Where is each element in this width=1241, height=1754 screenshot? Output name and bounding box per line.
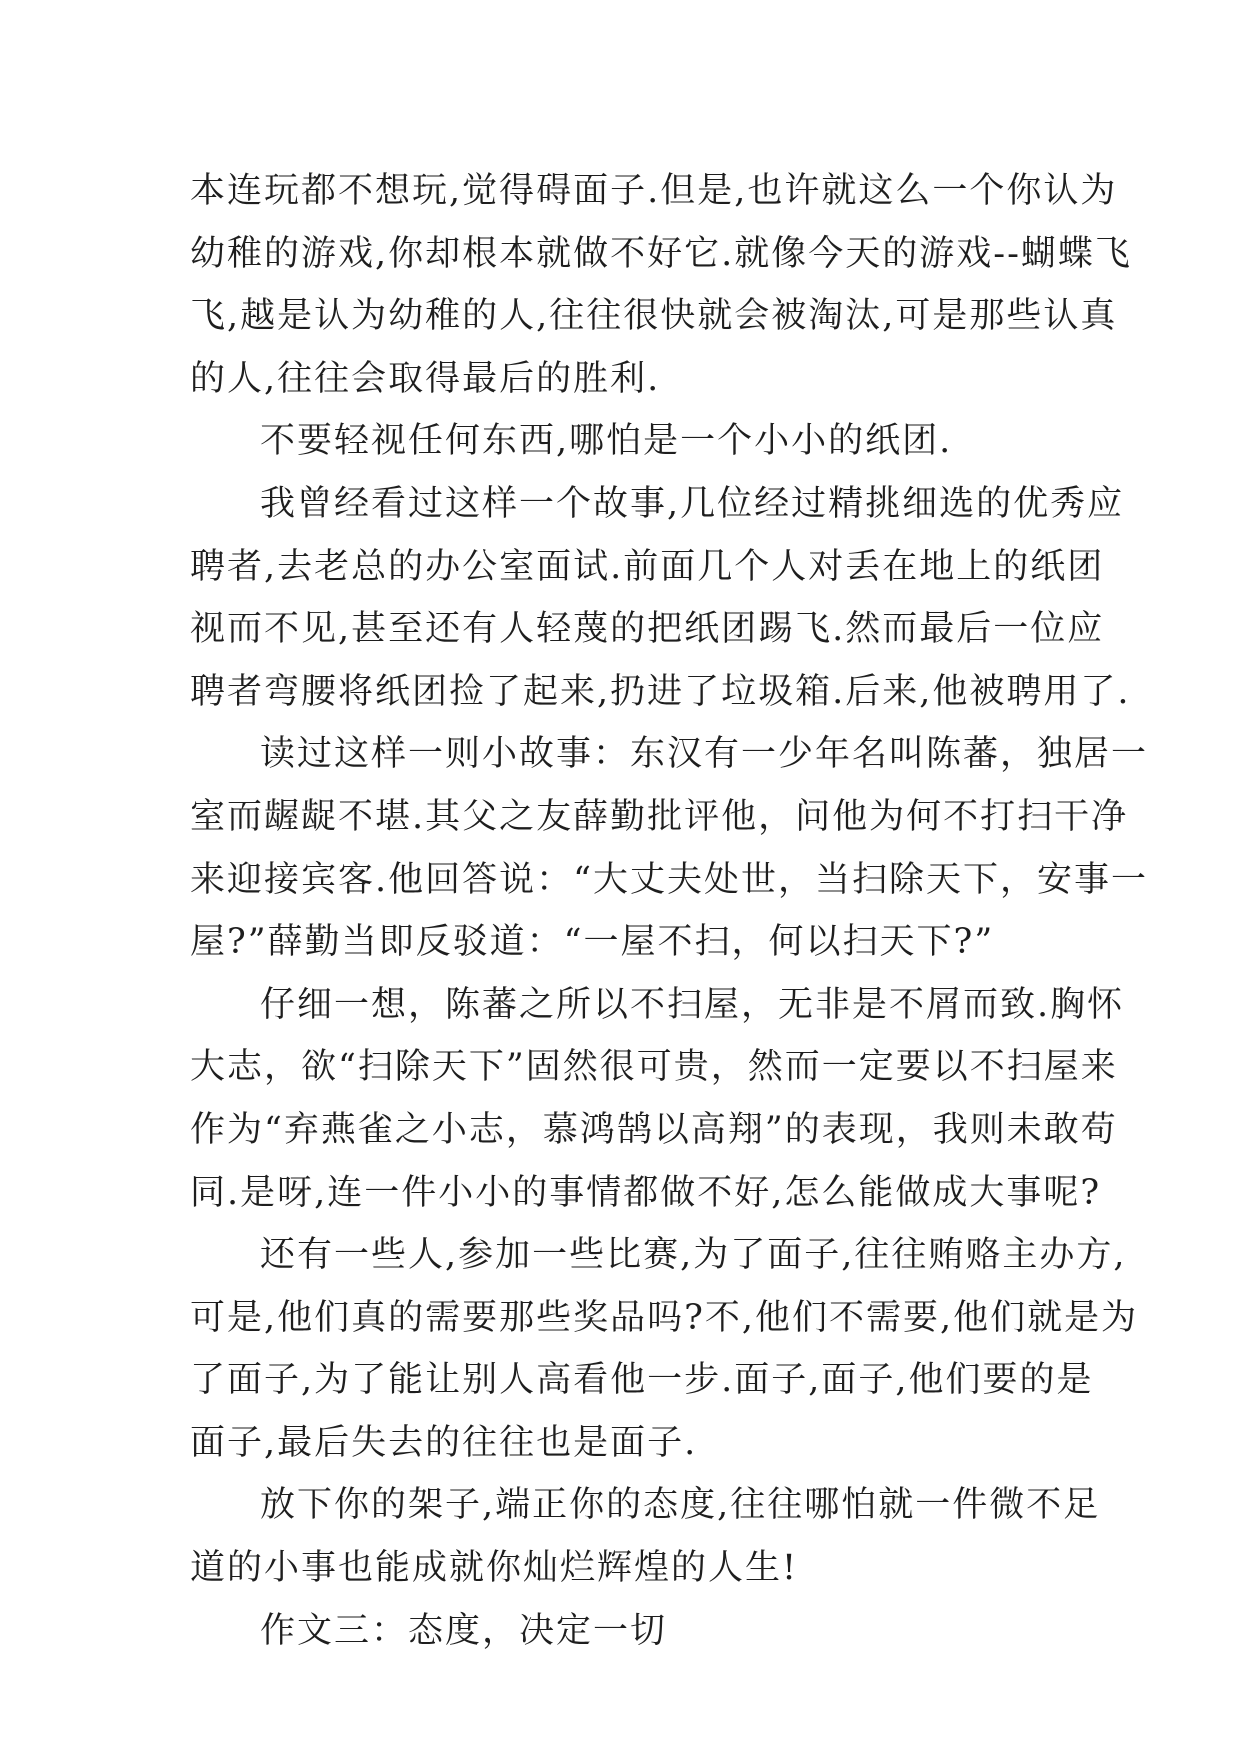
text-line: 本连玩都不想玩,觉得碍面子.但是,也许就这么一个你认为 bbox=[190, 171, 1118, 211]
text-line: 幼稚的游戏,你却根本就做不好它.就像今天的游戏--蝴蝶飞 bbox=[190, 233, 1132, 274]
text-line: 可是,他们真的需要那些奖品吗?不,他们不需要,他们就是为 bbox=[190, 1297, 1139, 1338]
text-line: 聘者弯腰将纸团捡了起来,扔进了垃圾箱.后来,他被聘用了. bbox=[190, 671, 1131, 712]
paragraph-6 bbox=[190, 1224, 1139, 1474]
text-line: 飞,越是认为幼稚的人,往往很快就会被淘汰,可是那些认真 bbox=[190, 296, 1118, 337]
paragraph-4 bbox=[190, 723, 1149, 973]
text-line: 大志，欲“扫除天下”固然很可贵，然而一定要以不扫屋来 bbox=[190, 1047, 1118, 1088]
text-line: 道的小事也能成就你灿烂辉煌的人生! bbox=[190, 1548, 799, 1589]
text-line: 还有一些人,参加一些比赛,为了面子,往往贿赂主办方, bbox=[260, 1235, 1127, 1276]
text-line: 我曾经看过这样一个故事,几位经过精挑细选的优秀应 bbox=[260, 483, 1125, 524]
paragraph-3 bbox=[190, 473, 1131, 723]
text-line: 放下你的架子,端正你的态度,往往哪怕就一件微不足 bbox=[260, 1485, 1101, 1526]
text-line: 的人,往往会取得最后的胜利. bbox=[190, 358, 661, 399]
text-line: 仔细一想，陈蕃之所以不扫屋，无非是不屑而致.胸怀 bbox=[260, 984, 1125, 1025]
section-heading bbox=[190, 1600, 1060, 1663]
text-line: 不要轻视任何东西,哪怕是一个小小的纸团. bbox=[260, 421, 953, 462]
text-line: 视而不见,甚至还有人轻蔑的把纸团踢飞.然而最后一位应 bbox=[190, 609, 1105, 650]
paragraph-7 bbox=[190, 1474, 1101, 1599]
text-line: 读过这样一则小故事：东汉有一少年名叫陈蕃，独居一 bbox=[260, 734, 1149, 775]
text-line: 屋?”薛勤当即反驳道：“一屋不扫，何以扫天下?” bbox=[190, 922, 995, 963]
text-line: 作为“弃燕雀之小志，慕鸿鹄以高翔”的表现，我则未敢苟 bbox=[190, 1109, 1118, 1150]
text-line: 面子,最后失去的往往也是面子. bbox=[190, 1422, 698, 1463]
text-line: 室而龌龊不堪.其父之友薛勤批评他，问他为何不打扫干净 bbox=[190, 796, 1129, 837]
paragraph-5 bbox=[190, 974, 1125, 1224]
text-line: 了面子,为了能让别人高看他一步.面子,面子,他们要的是 bbox=[190, 1360, 1094, 1401]
text-line: 聘者,去老总的办公室面试.前面几个人对丢在地上的纸团 bbox=[190, 546, 1105, 587]
text-line: 作文三：态度，决定一切 bbox=[260, 1610, 668, 1651]
paragraph-1 bbox=[190, 160, 1132, 410]
paragraph-2 bbox=[190, 410, 1060, 473]
text-line: 同.是呀,连一件小小的事情都做不好,怎么能做成大事呢? bbox=[190, 1172, 1102, 1213]
text-line: 来迎接宾客.他回答说：“大丈夫处世，当扫除天下，安事一 bbox=[190, 859, 1149, 900]
essay-body bbox=[190, 160, 1149, 1662]
